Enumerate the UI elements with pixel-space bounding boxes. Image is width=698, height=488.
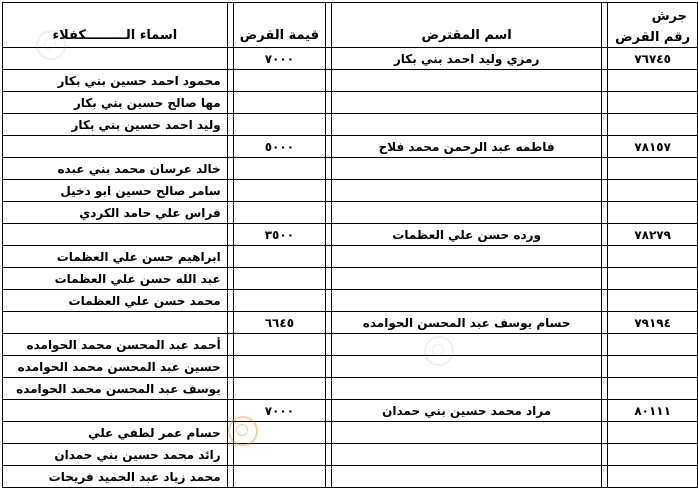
empty-cell [332,444,602,466]
amount-header: قيمة القرض [233,3,325,48]
empty-cell [608,92,698,114]
guarantor-name-cell: يوسف عبد المحسن محمد الحوامده [3,378,228,400]
empty-cell [332,378,602,400]
empty-cell [332,268,602,290]
empty-cell [332,290,602,312]
empty-cell [332,466,602,488]
borrower-name-cell: رمزي وليد احمد بني بكار [332,48,602,70]
guarantor-row [3,202,698,224]
loan-row [3,224,698,246]
guarantor-name-cell: رائد محمد حسين بني حمدان [3,444,228,466]
empty-cell [233,158,325,180]
guarantor-row [3,378,698,400]
empty-cell [608,290,698,312]
loan-amount-cell: ٥٠٠٠ [233,136,325,158]
empty-cell [233,378,325,400]
table-body [3,48,698,488]
region-label: جرش [651,9,687,24]
empty-cell [608,114,698,136]
empty-cell [233,114,325,136]
empty-cell [608,378,698,400]
empty-cell [233,290,325,312]
guarantor-row [3,114,698,136]
guarantor-row [3,246,698,268]
empty-cell [233,356,325,378]
loan-number-cell: ٧٨٢٧٩ [608,224,698,246]
guarantor-row [3,70,698,92]
guarantor-row [3,268,698,290]
loan-number-header-label: رقم القرض [615,30,691,45]
empty-cell [233,444,325,466]
guarantor-name-cell: فراس علي حامد الكردي [3,202,228,224]
empty-cell [233,70,325,92]
empty-cell [233,92,325,114]
loan-number-cell: ٧٦٧٤٥ [608,48,698,70]
empty-cell [608,180,698,202]
empty-cell [332,246,602,268]
guarantor-name-cell: محمود احمد حسين بني بكار [3,70,228,92]
guarantor-row [3,290,698,312]
empty-cell [332,334,602,356]
guarantor-name-cell: حسام عمر لطفي علي [3,422,228,444]
loan-number-header [608,3,698,48]
stamp-seal [228,416,258,446]
watermark-seal [36,30,66,60]
guarantor-name-cell: سامر صالح حسين ابو دخيل [3,180,228,202]
empty-cell [608,466,698,488]
empty-cell [233,466,325,488]
loan-row [3,136,698,158]
guarantor-cell [3,224,228,246]
empty-cell [332,422,602,444]
guarantor-cell [3,312,228,334]
borrower-name-cell: مراد محمد حسين بني حمدان [332,400,602,422]
empty-cell [332,356,602,378]
borrower-name-cell: حسام يوسف عبد المحسن الحوامده [332,312,602,334]
loan-number-cell: ٧٨١٥٧ [608,136,698,158]
empty-cell [608,356,698,378]
empty-cell [233,268,325,290]
guarantor-cell [3,400,228,422]
loan-amount-cell: ٣٥٠٠ [233,224,325,246]
borrower-name-cell: فاطمه عبد الرحمن محمد فلاح [332,136,602,158]
empty-cell [608,422,698,444]
guarantor-name-cell: أحمد عبد المحسن محمد الحوامده [3,334,228,356]
guarantor-row [3,444,698,466]
guarantor-row [3,422,698,444]
empty-cell [233,334,325,356]
guarantor-name-cell: عبد الله حسن علي العظمات [3,268,228,290]
empty-cell [233,202,325,224]
empty-cell [608,268,698,290]
guarantor-cell [3,136,228,158]
empty-cell [332,70,602,92]
empty-cell [608,334,698,356]
borrower-header: اسم المقترض [332,3,602,48]
empty-cell [608,202,698,224]
guarantor-name-cell: وليد احمد حسين بني بكار [3,114,228,136]
loan-amount-cell: ٧٠٠٠ [233,48,325,70]
guarantor-row [3,466,698,488]
guarantor-name-cell: محمد زياد عبد الحميد فريحات [3,466,228,488]
empty-cell [332,202,602,224]
loan-amount-cell: ٧٠٠٠ [233,400,325,422]
guarantor-row [3,180,698,202]
loan-row [3,400,698,422]
empty-cell [608,246,698,268]
empty-cell [332,158,602,180]
empty-cell [608,70,698,92]
empty-cell [332,180,602,202]
loan-row [3,312,698,334]
empty-cell [332,92,602,114]
empty-cell [608,158,698,180]
loans-table [2,2,698,488]
guarantor-name-cell: حسين عبد المحسن محمد الحوامده [3,356,228,378]
empty-cell [332,114,602,136]
guarantors-header-label: اسماء الـــــــــكفلاء [52,28,178,43]
guarantor-name-cell: محمد حسن علي العظمات [3,290,228,312]
guarantor-row [3,158,698,180]
empty-cell [233,246,325,268]
loan-number-cell: ٧٩١٩٤ [608,312,698,334]
empty-cell [608,444,698,466]
loan-amount-cell: ٦٦٤٥ [233,312,325,334]
guarantor-name-cell: ابراهيم حسن علي العظمات [3,246,228,268]
loan-row [3,48,698,70]
guarantor-row [3,356,698,378]
loan-number-cell: ٨٠١١١ [608,400,698,422]
guarantor-name-cell: خالد عرسان محمد بني عبده [3,158,228,180]
borrower-name-cell: ورده حسن علي العظمات [332,224,602,246]
guarantor-row [3,92,698,114]
watermark-seal [424,336,454,366]
guarantor-row [3,334,698,356]
empty-cell [233,180,325,202]
guarantor-name-cell: مها صالح حسين بني بكار [3,92,228,114]
header-row [3,3,698,48]
